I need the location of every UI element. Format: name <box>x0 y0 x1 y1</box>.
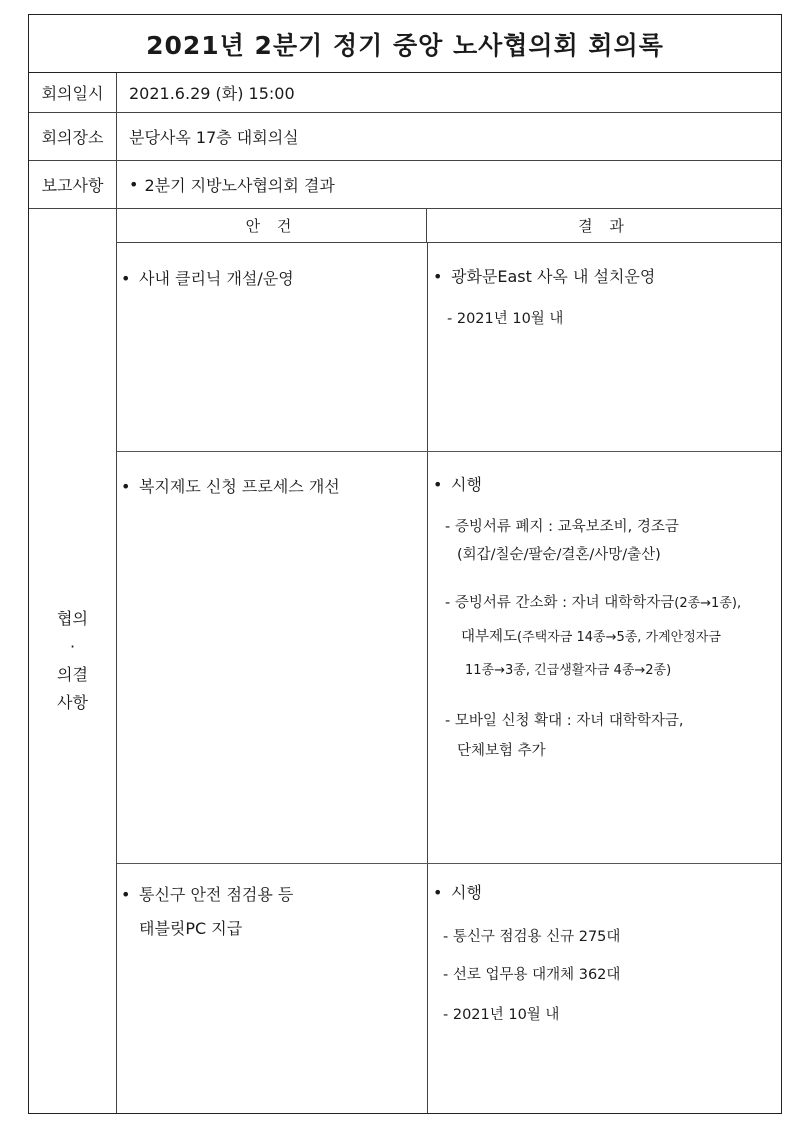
meeting-date-row <box>29 73 781 113</box>
agenda-item-3-result-title <box>433 881 482 905</box>
agenda-item-3-title-a <box>121 883 293 907</box>
agenda-item-2-detail-2a-small: (2종→1종), <box>674 596 742 611</box>
agenda-item-2-detail-2a <box>445 591 741 616</box>
report-text: 2분기 지방노사협의회 결과 <box>144 176 335 195</box>
report-value <box>129 161 335 208</box>
agenda-section-label-dot: · <box>69 637 76 656</box>
agenda-item-3-title-a-text: 통신구 안전 점검용 등 <box>139 885 294 904</box>
agenda-item-2-result-text: 시행 <box>451 475 482 494</box>
agenda-item-2-detail-2b <box>461 625 721 650</box>
agenda-item-3-detail-2: - 선로 업무용 대개체 362대 <box>443 967 621 983</box>
agenda-section-label-1: 협의 <box>57 609 88 628</box>
meeting-place-label: 회의장소 <box>29 113 117 160</box>
agenda-item-2-detail-2b-small: (주택자금 14종→5종, 가계안정자금 <box>517 630 721 645</box>
bullet-icon: • <box>121 885 131 904</box>
agenda-section-label-2: 의결 <box>57 665 88 684</box>
meeting-minutes-document <box>28 14 782 1114</box>
column-header-item: 안 건 <box>117 209 427 243</box>
meeting-date-value: 2021.6.29 (화) 15:00 <box>129 84 295 103</box>
bullet-icon: • <box>129 175 139 194</box>
row-divider-2 <box>117 863 781 864</box>
agenda-item-2-detail-1a: - 증빙서류 폐지 : 교육보조비, 경조금 <box>445 519 679 535</box>
bullet-icon: • <box>433 267 443 286</box>
agenda-item-3-result-text: 시행 <box>451 883 482 902</box>
agenda-item-1-detail-1: - 2021년 10월 내 <box>447 311 564 327</box>
agenda-item-1-title <box>121 267 294 291</box>
agenda-section-label-3: 사항 <box>57 693 88 712</box>
agenda-item-2-title-text: 복지제도 신청 프로세스 개선 <box>139 477 340 496</box>
agenda-item-2-detail-2b-main: 대부제도 <box>461 629 518 645</box>
meeting-date-label: 회의일시 <box>29 73 117 112</box>
bullet-icon: • <box>433 475 443 494</box>
agenda-item-1-result-text: 광화문East 사옥 내 설치운영 <box>451 267 656 286</box>
meeting-place-row <box>29 113 781 161</box>
report-label: 보고사항 <box>29 161 117 208</box>
meeting-place-value: 분당사옥 17층 대회의실 <box>129 128 299 147</box>
agenda-item-1-title-text: 사내 클리닉 개설/운영 <box>139 269 294 288</box>
agenda-item-2-title <box>121 475 340 499</box>
agenda-item-3-detail-3: - 2021년 10월 내 <box>443 1007 560 1023</box>
agenda-item-2-detail-3a: - 모바일 신청 확대 : 자녀 대학학자금, <box>445 713 684 729</box>
agenda-item-3-title-b: 태블릿PC 지급 <box>139 919 243 938</box>
document-title: 2021년 2분기 정기 중앙 노사협의회 회의록 <box>29 15 781 73</box>
agenda-item-3-detail-1: - 통신구 점검용 신규 275대 <box>443 929 621 945</box>
agenda-item-2-detail-2c: 11종→3종, 긴급생활자금 4종→2종) <box>465 663 672 678</box>
column-divider <box>427 243 428 1113</box>
report-row <box>29 161 781 209</box>
agenda-item-2-detail-1b: (회갑/칠순/팔순/결혼/사망/출산) <box>457 547 661 563</box>
bullet-icon: • <box>433 883 443 902</box>
bullet-icon: • <box>121 269 131 288</box>
agenda-item-1-result-title <box>433 265 655 289</box>
column-header-result: 결 과 <box>427 209 781 243</box>
agenda-item-2-detail-2a-main: - 증빙서류 간소화 : 자녀 대학학자금 <box>445 595 675 611</box>
agenda-item-2-result-title <box>433 473 482 497</box>
row-divider-1 <box>117 451 781 452</box>
agenda-section-label <box>29 209 117 1113</box>
bullet-icon: • <box>121 477 131 496</box>
agenda-item-2-detail-3b: 단체보험 추가 <box>457 743 546 759</box>
